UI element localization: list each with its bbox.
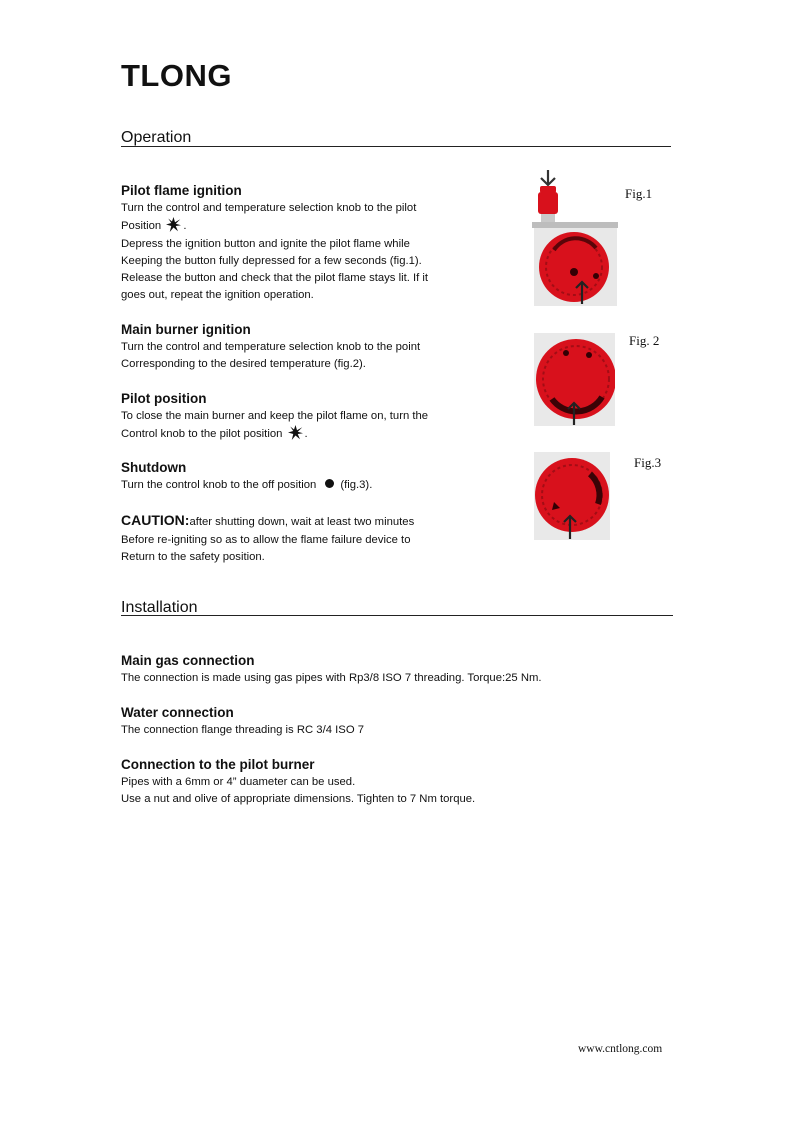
operation-rule (121, 146, 671, 147)
knob-off-image (534, 452, 610, 540)
figure-2-photo (534, 333, 615, 426)
main-burner-heading: Main burner ignition (121, 322, 251, 337)
pilot-position-text (121, 408, 481, 444)
figure-3-label: Fig.3 (634, 455, 662, 470)
installation-title: Installation (121, 599, 198, 616)
text-line: Pipes with a 6mm or 4” duameter can be used. (121, 776, 356, 788)
text-span: (fig.3). (340, 479, 373, 491)
figure-2-label: Fig. 2 (629, 333, 660, 348)
text-line: Before re-igniting so as to allow the flame failure device to (121, 534, 411, 546)
text-line: Release the button and check that the pilot flame stays lit. If it (121, 272, 429, 285)
text-span: Position (121, 220, 162, 233)
text-line (121, 425, 481, 443)
figure-3-photo (534, 452, 610, 540)
text-line: Turn the control and temperature selection knob to the point (121, 341, 421, 353)
gas-connection-heading: Main gas connection (121, 653, 255, 668)
text-line: Return to the safety position. (121, 551, 265, 564)
off-dot-icon (325, 479, 334, 488)
footer-url: www.cntlong.com (578, 1043, 663, 1055)
gas-connection-text (121, 670, 681, 687)
pilot-burner-text (121, 774, 681, 809)
text-line: Turn the control and temperature selection knob to the pilot (121, 202, 417, 214)
shutdown-text (121, 477, 481, 494)
text-line (121, 511, 521, 532)
installation-rule (121, 615, 673, 616)
pilot-position-heading: Pilot position (121, 391, 207, 406)
text-line: The connection is made using gas pipes with Rp3/8 ISO 7 threading. Torque:25 Nm. (121, 672, 542, 684)
brand-title: TLONG (121, 58, 232, 93)
text-line: The connection flange threading is RC 3/4 ISO 7 (121, 724, 365, 736)
text-span: after shutting down, wait at least two minutes (189, 516, 415, 528)
shutdown-heading: Shutdown (121, 460, 187, 475)
text-line: To close the main burner and keep the pilot flame on, turn the (121, 410, 429, 422)
text-line (121, 477, 481, 494)
text-line: Depress the ignition button and ignite the pilot flame while (121, 237, 410, 250)
text-line: Use a nut and olive of appropriate dimensions. Tighten to 7 Nm torque. (121, 793, 476, 806)
water-connection-heading: Water connection (121, 705, 234, 720)
knob-temperature-image (534, 333, 615, 426)
text-span: . (183, 220, 187, 233)
text-span: . (304, 428, 308, 441)
text-span: Turn the control knob to the off position (121, 479, 317, 491)
text-line (121, 217, 481, 235)
main-burner-text (121, 339, 481, 374)
pilot-star-icon (288, 425, 303, 440)
figure-1-label: Fig.1 (625, 186, 653, 201)
caution-label: CAUTION: (121, 512, 190, 528)
text-line: goes out, repeat the ignition operation. (121, 289, 314, 302)
text-span: Control knob to the pilot position (121, 428, 283, 441)
pilot-burner-heading: Connection to the pilot burner (121, 757, 315, 772)
figure-1-photo (532, 168, 618, 308)
pilot-flame-text (121, 200, 481, 305)
water-connection-text (121, 722, 681, 739)
pilot-flame-heading: Pilot flame ignition (121, 183, 242, 198)
text-line: Corresponding to the desired temperature (fig.2). (121, 358, 366, 371)
text-line: Keeping the button fully depressed for a few seconds (fig.1). (121, 254, 422, 267)
knob-with-button-image (532, 168, 618, 308)
operation-title: Operation (121, 129, 192, 146)
pilot-star-icon (166, 217, 181, 232)
caution-block (121, 511, 521, 567)
